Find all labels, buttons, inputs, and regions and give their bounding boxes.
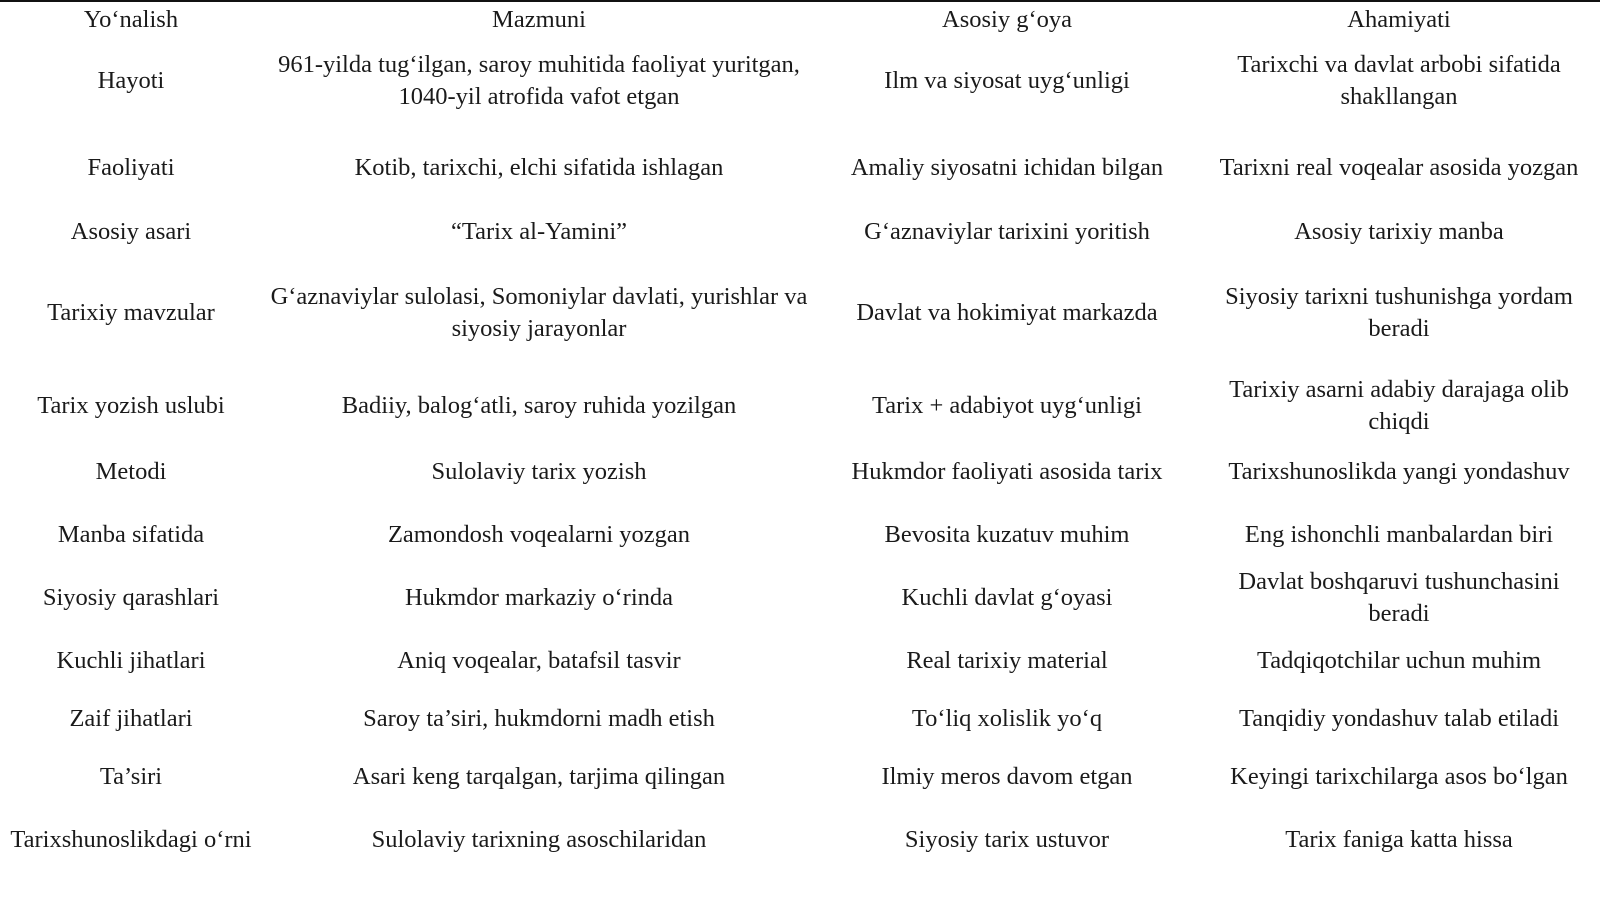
cell-asosiy-goya: Amaliy siyosatni ichidan bilgan	[850, 154, 1164, 181]
table-row	[0, 438, 1600, 506]
cell-mazmuni: G‘aznaviylar sulolasi, Somoniylar davlati, yurishlar va siyosiy jarayonlar	[270, 283, 808, 342]
header-row	[0, 2, 1600, 38]
cell-yonalish: Tarix yozish uslubi	[37, 392, 225, 419]
table-row	[0, 632, 1600, 690]
cell-ahamiyati: Tarixchi va davlat arbobi sifatida shakllangan	[1237, 51, 1561, 110]
cell-yonalish: Metodi	[95, 458, 167, 485]
cell-asosiy-goya: Hukmdor faoliyati asosida tarix	[851, 458, 1163, 485]
cell-yonalish: Kuchli jihatlari	[56, 647, 206, 674]
header-yonalish: Yo‘nalish	[83, 6, 179, 33]
cell-ahamiyati: Eng ishonchli manbalardan biri	[1244, 521, 1554, 548]
table-row	[0, 374, 1600, 438]
cell-ahamiyati: Siyosiy tarixni tushunishga yordam beradi	[1225, 283, 1573, 342]
cell-mazmuni: Kotib, tarixchi, elchi sifatida ishlagan	[354, 154, 724, 181]
cell-asosiy-goya: Real tarixiy material	[906, 647, 1108, 674]
header-ahamiyati: Ahamiyati	[1347, 6, 1451, 33]
cell-mazmuni: Sulolaviy tarixning asoschilaridan	[371, 826, 707, 853]
table-row	[0, 38, 1600, 124]
table-row	[0, 806, 1600, 874]
cell-asosiy-goya: Ilmiy meros davom etgan	[881, 763, 1133, 790]
table-row	[0, 564, 1600, 632]
cell-yonalish: Faoliyati	[87, 154, 175, 181]
cell-mazmuni: Hukmdor markaziy o‘rinda	[404, 584, 674, 611]
cell-yonalish: Manba sifatida	[57, 521, 205, 548]
header-asosiy-goya: Asosiy g‘oya	[942, 6, 1072, 33]
header-mazmuni: Mazmuni	[492, 6, 586, 33]
cell-ahamiyati: Tarixiy asarni adabiy darajaga olib chiqdi	[1229, 376, 1569, 435]
cell-asosiy-goya: G‘aznaviylar tarixini yoritish	[864, 218, 1150, 245]
cell-ahamiyati: Tarixni real voqealar asosida yozgan	[1219, 154, 1579, 181]
table-row	[0, 212, 1600, 252]
cell-asosiy-goya: Tarix + adabiyot uyg‘unligi	[872, 392, 1142, 419]
cell-yonalish: Tarixiy mavzular	[47, 299, 215, 326]
table-row	[0, 252, 1600, 374]
cell-yonalish: Siyosiy qarashlari	[42, 584, 220, 611]
cell-mazmuni: “Tarix al-Yamini”	[450, 218, 628, 245]
cell-asosiy-goya: Kuchli davlat g‘oyasi	[901, 584, 1113, 611]
cell-yonalish: Hayoti	[97, 67, 165, 94]
cell-mazmuni: 961-yilda tug‘ilgan, saroy muhitida faoliyat yuritgan, 1040-yil atrofida vafot etgan	[278, 51, 800, 110]
table-row	[0, 748, 1600, 806]
cell-yonalish: Tarixshunoslikdagi o‘rni	[10, 826, 252, 853]
cell-yonalish: Zaif jihatlari	[69, 705, 193, 732]
cell-mazmuni: Asari keng tarqalgan, tarjima qilingan	[352, 763, 726, 790]
cell-yonalish: Asosiy asari	[70, 218, 192, 245]
comparison-table	[0, 2, 1600, 874]
cell-mazmuni: Zamondosh voqealarni yozgan	[387, 521, 691, 548]
cell-ahamiyati: Tarix faniga katta hissa	[1285, 826, 1513, 853]
cell-ahamiyati: Davlat boshqaruvi tushunchasini beradi	[1238, 568, 1560, 627]
cell-asosiy-goya: To‘liq xolislik yo‘q	[911, 705, 1103, 732]
cell-asosiy-goya: Davlat va hokimiyat markazda	[856, 299, 1158, 326]
cell-ahamiyati: Tadqiqotchilar uchun muhim	[1256, 647, 1542, 674]
cell-mazmuni: Saroy ta’siri, hukmdorni madh etish	[363, 705, 715, 732]
table-row	[0, 506, 1600, 564]
table-row	[0, 690, 1600, 748]
cell-yonalish: Ta’siri	[99, 763, 163, 790]
cell-ahamiyati: Asosiy tarixiy manba	[1294, 218, 1504, 245]
table-row	[0, 124, 1600, 212]
cell-ahamiyati: Keyingi tarixchilarga asos bo‘lgan	[1230, 763, 1568, 790]
cell-ahamiyati: Tarixshunoslikda yangi yondashuv	[1228, 458, 1570, 485]
cell-mazmuni: Aniq voqealar, batafsil tasvir	[397, 647, 681, 674]
cell-asosiy-goya: Bevosita kuzatuv muhim	[884, 521, 1130, 548]
cell-asosiy-goya: Ilm va siyosat uyg‘unligi	[884, 67, 1130, 94]
cell-mazmuni: Badiiy, balog‘atli, saroy ruhida yozilgan	[341, 392, 737, 419]
cell-mazmuni: Sulolaviy tarix yozish	[431, 458, 647, 485]
cell-ahamiyati: Tanqidiy yondashuv talab etiladi	[1238, 705, 1560, 732]
cell-asosiy-goya: Siyosiy tarix ustuvor	[904, 826, 1110, 853]
